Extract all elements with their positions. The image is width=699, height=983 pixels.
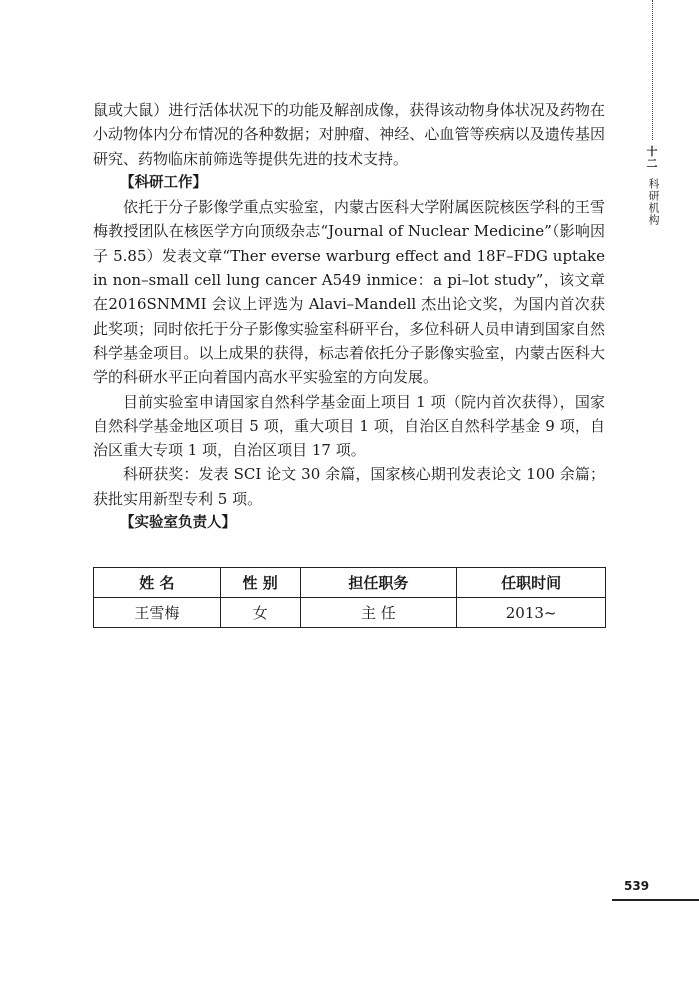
paragraph-imaging: 鼠或大鼠）进行活体状况下的功能及解剖成像，获得该动物身体状况及药物在小动物体内分布情况的各种数据；对肿瘤、神经、心血管等疾病以及遗传基因研究、药物临床前筛选等提供先进的技术支持。 — [93, 101, 605, 168]
heading-lab-leader: 【实验室负责人】 — [120, 515, 236, 532]
chapter-number: 十二 — [646, 145, 658, 171]
header-name: 姓 名 — [94, 568, 221, 598]
cell-term: 2013~ — [457, 598, 606, 628]
page-number-rule — [612, 899, 699, 901]
table-row — [94, 598, 606, 628]
table-header-row — [94, 568, 606, 598]
chapter-title: 科研机构 — [647, 178, 660, 226]
header-gender: 性 别 — [220, 568, 300, 598]
paragraph-research-achievement: 依托于分子影像学重点实验室，内蒙古医科大学附属医院核医学科的王雪梅教授团队在核医学方向顶级杂志“Journal of Nuclear Medicine”（影响因子 5.85）发表文章“Ther everse warburg effect and 18F–FDG uptake in non–small cell lung cancer A549 inmice：a pi–lot study”，该文章在2016SNMMI 会议上评选为 Alavi–Mandell 杰出论文奖，为国内首次获此奖项；同时依托于分子影像实验室科研平台，多位科研人员申请到国家自然科学基金项目。以上成果的获得，标志着依托分子影像实验室，内蒙古医科大学的科研水平正向着国内高水平实验室的方向发展。 — [93, 198, 605, 387]
paragraph-awards: 科研获奖：发表 SCI 论文 30 余篇，国家核心期刊发表论文 100 余篇；获批实用新型专利 5 项。 — [93, 465, 605, 508]
header-term: 任职时间 — [457, 568, 606, 598]
header-position: 担任职务 — [300, 568, 457, 598]
cell-position: 主 任 — [300, 598, 457, 628]
main-content — [93, 98, 605, 535]
heading-research-work: 【科研工作】 — [120, 174, 207, 191]
page-number: 539 — [624, 879, 650, 893]
side-dotted-rule — [652, 0, 653, 140]
paragraph-grants: 目前实验室申请国家自然科学基金面上项目 1 项（院内首次获得），国家自然科学基金地区项目 5 项，重大项目 1 项，自治区自然科学基金 9 项，自治区重大专项 1 项，自治区项目 17 项。 — [93, 392, 605, 460]
lab-leader-table — [93, 567, 606, 628]
cell-gender: 女 — [220, 598, 300, 628]
cell-name: 王雪梅 — [94, 598, 221, 628]
